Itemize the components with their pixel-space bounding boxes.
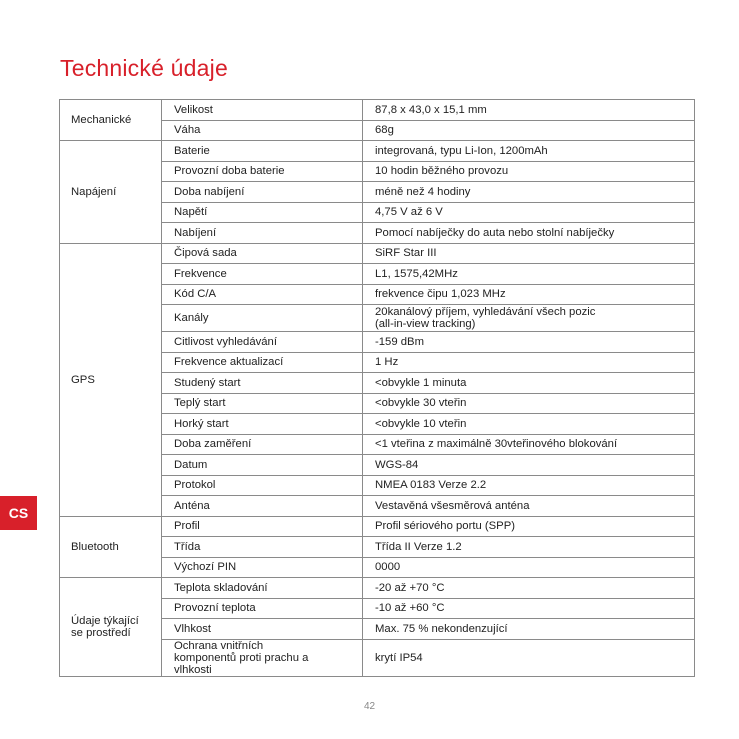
spec-label: Citlivost vyhledávání [162, 332, 363, 353]
spec-value: méně než 4 hodiny [363, 182, 695, 203]
table-row [60, 516, 695, 537]
spec-value: -10 až +60 °C [363, 598, 695, 619]
spec-label: Kód C/A [162, 284, 363, 305]
spec-label: Studený start [162, 373, 363, 394]
spec-value: integrovaná, typu Li-Ion, 1200mAh [363, 141, 695, 162]
spec-label: Provozní doba baterie [162, 161, 363, 182]
category-environment [60, 578, 162, 677]
spec-label: Napětí [162, 202, 363, 223]
spec-label-line: Ochrana vnitřních [174, 639, 264, 652]
spec-label: Frekvence aktualizací [162, 352, 363, 373]
spec-value: 0000 [363, 557, 695, 578]
category-power: Napájení [60, 141, 162, 244]
spec-label: Čipová sada [162, 243, 363, 264]
spec-label: Baterie [162, 141, 363, 162]
category-mechanical: Mechanické [60, 100, 162, 141]
spec-value: Profil sériového portu (SPP) [363, 516, 695, 537]
spec-label-line: vlhkosti [174, 663, 212, 676]
spec-value: -159 dBm [363, 332, 695, 353]
spec-value: -20 až +70 °C [363, 578, 695, 599]
spec-label: Horký start [162, 414, 363, 435]
spec-value: 10 hodin běžného provozu [363, 161, 695, 182]
spec-value [363, 305, 695, 332]
table-row [60, 100, 695, 121]
spec-label: Frekvence [162, 264, 363, 285]
page-number: 42 [363, 701, 376, 712]
spec-value: Max. 75 % nekondenzující [363, 619, 695, 640]
spec-value: 1 Hz [363, 352, 695, 373]
spec-value: <obvykle 1 minuta [363, 373, 695, 394]
spec-value: 68g [363, 120, 695, 141]
spec-value: WGS-84 [363, 455, 695, 476]
spec-label: Doba nabíjení [162, 182, 363, 203]
spec-label: Doba zaměření [162, 434, 363, 455]
spec-value-line: 20kanálový příjem, vyhledávání všech pozic [375, 306, 596, 318]
spec-value: Pomocí nabíječky do auta nebo stolní nabíječky [363, 223, 695, 244]
table-row [60, 141, 695, 162]
spec-value: Třída II Verze 1.2 [363, 537, 695, 558]
spec-value: NMEA 0183 Verze 2.2 [363, 475, 695, 496]
spec-value: 87,8 x 43,0 x 15,1 mm [363, 100, 695, 121]
category-bluetooth: Bluetooth [60, 516, 162, 578]
spec-label: Třída [162, 537, 363, 558]
table-row [60, 578, 695, 599]
spec-table [59, 99, 695, 677]
spec-value: 4,75 V až 6 V [363, 202, 695, 223]
category-line: Údaje týkající [71, 614, 139, 627]
spec-label: Teplý start [162, 393, 363, 414]
spec-label: Výchozí PIN [162, 557, 363, 578]
spec-label: Provozní teplota [162, 598, 363, 619]
spec-value-line: (all-in-view tracking) [375, 318, 476, 330]
spec-label: Váha [162, 120, 363, 141]
spec-label: Nabíjení [162, 223, 363, 244]
spec-label [162, 639, 363, 676]
spec-label: Datum [162, 455, 363, 476]
spec-value: Vestavěná všesměrová anténa [363, 496, 695, 517]
spec-value: <1 vteřina z maximálně 30vteřinového blokování [363, 434, 695, 455]
spec-label: Vlhkost [162, 619, 363, 640]
spec-value: SiRF Star III [363, 243, 695, 264]
spec-value: frekvence čipu 1,023 MHz [363, 284, 695, 305]
page-title: Technické údaje [60, 55, 228, 81]
category-line: se prostředí [71, 626, 131, 639]
spec-value: krytí IP54 [363, 639, 695, 676]
spec-label: Teplota skladování [162, 578, 363, 599]
spec-value: <obvykle 30 vteřin [363, 393, 695, 414]
language-tab: CS [0, 496, 37, 530]
spec-label: Kanály [162, 305, 363, 332]
spec-label: Profil [162, 516, 363, 537]
spec-value: <obvykle 10 vteřin [363, 414, 695, 435]
spec-label: Protokol [162, 475, 363, 496]
spec-label: Velikost [162, 100, 363, 121]
spec-value: L1, 1575,42MHz [363, 264, 695, 285]
spec-label: Anténa [162, 496, 363, 517]
category-gps: GPS [60, 243, 162, 516]
spec-label-line: komponentů proti prachu a [174, 651, 309, 664]
table-row [60, 243, 695, 264]
